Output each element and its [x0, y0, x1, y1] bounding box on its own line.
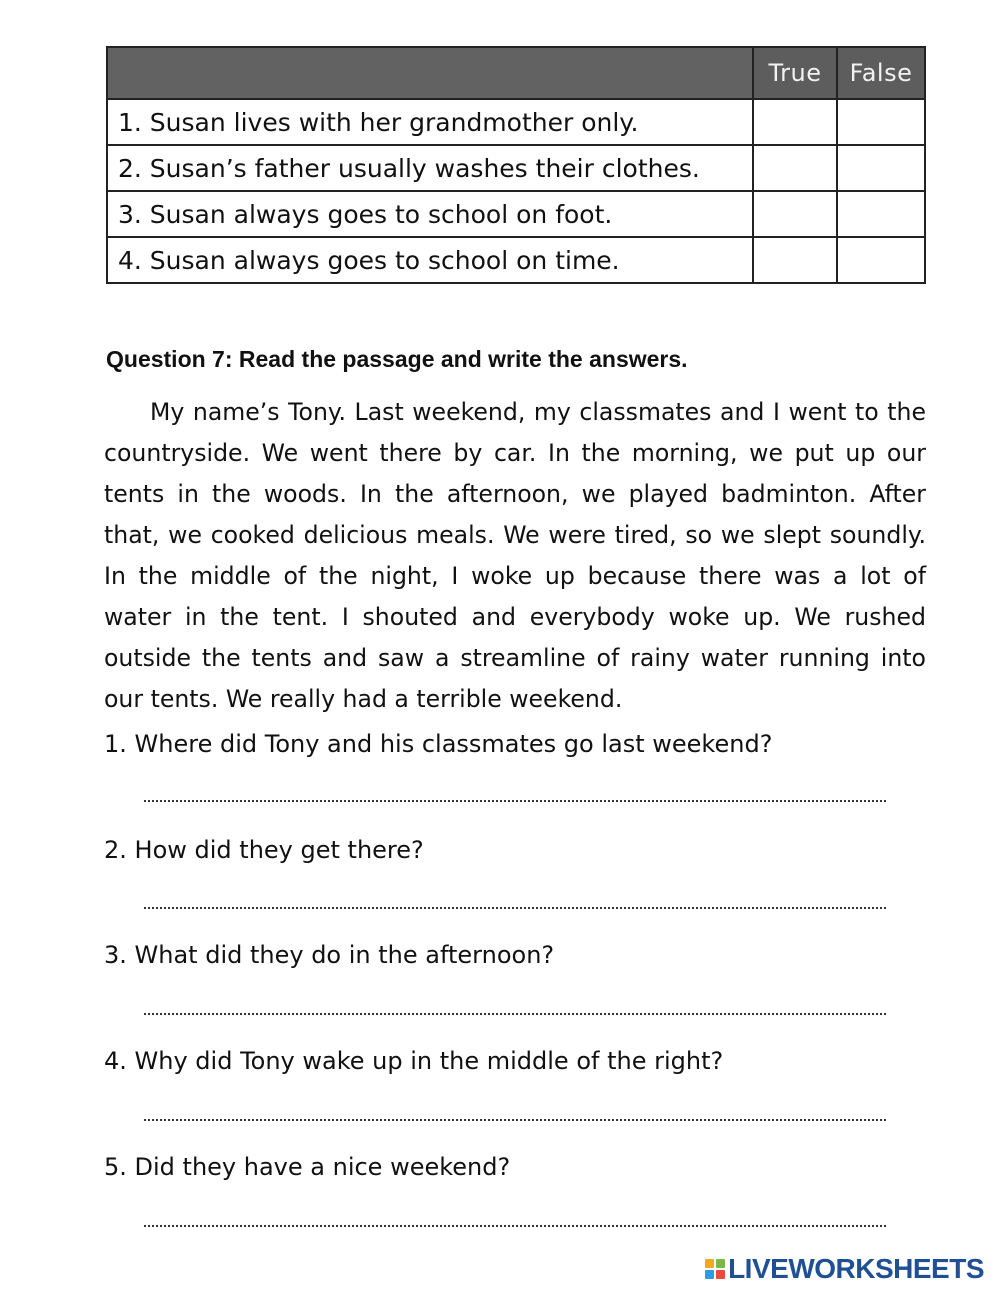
statement-4: 4. Susan always goes to school on time. [107, 237, 753, 283]
false-answer-box-3[interactable] [837, 191, 925, 237]
true-answer-box-3[interactable] [753, 191, 837, 237]
liveworksheets-logo[interactable] [705, 1254, 984, 1284]
true-answer-box-1[interactable] [753, 99, 837, 145]
statement-2: 2. Susan’s father usually washes their clothes. [107, 145, 753, 191]
header-false: False [837, 47, 925, 99]
answer-line-3[interactable] [144, 1013, 886, 1015]
question-7-heading: Question 7: Read the passage and write the answers. [106, 346, 688, 372]
question-3: 3. What did they do in the afternoon? [104, 941, 555, 969]
logo-square-1 [705, 1259, 714, 1268]
answer-line-4[interactable] [144, 1119, 886, 1121]
answer-line-2[interactable] [144, 907, 886, 909]
table-row [107, 237, 925, 283]
logo-square-4 [716, 1270, 725, 1279]
true-answer-box-4[interactable] [753, 237, 837, 283]
false-answer-box-4[interactable] [837, 237, 925, 283]
answer-line-1[interactable] [144, 800, 886, 802]
header-blank-cell [107, 47, 753, 99]
table-row [107, 191, 925, 237]
false-answer-box-2[interactable] [837, 145, 925, 191]
question-2: 2. How did they get there? [104, 836, 424, 864]
table-header-row [107, 47, 925, 99]
liveworksheets-logo-icon [705, 1259, 725, 1279]
logo-square-3 [705, 1270, 714, 1279]
answer-line-5[interactable] [144, 1225, 886, 1227]
table-row [107, 99, 925, 145]
brand-name: LIVEWORKSHEETS [728, 1253, 984, 1284]
statement-1: 1. Susan lives with her grandmother only. [107, 99, 753, 145]
question-5: 5. Did they have a nice weekend? [104, 1153, 511, 1181]
reading-passage: My name’s Tony. Last weekend, my classmates and I went to the countryside. We went there by car. In the morning, we put up our tents in the woods. In the afternoon, we played badminton. After that, we cooked delicious meals. We were tired, so we slept soundly. In the middle of the night, I woke up because there was a lot of water in the tent. I shouted and everybody woke up. We rushed outside the tents and saw a streamline of rainy water running into our tents. We really had a terrible weekend. [104, 398, 926, 713]
question-1: 1. Where did Tony and his classmates go last weekend? [104, 730, 773, 758]
question-4: 4. Why did Tony wake up in the middle of the right? [104, 1047, 724, 1075]
table-row [107, 145, 925, 191]
true-false-table [106, 46, 926, 284]
false-answer-box-1[interactable] [837, 99, 925, 145]
logo-square-2 [716, 1259, 725, 1268]
statement-3: 3. Susan always goes to school on foot. [107, 191, 753, 237]
true-answer-box-2[interactable] [753, 145, 837, 191]
header-true: True [753, 47, 837, 99]
